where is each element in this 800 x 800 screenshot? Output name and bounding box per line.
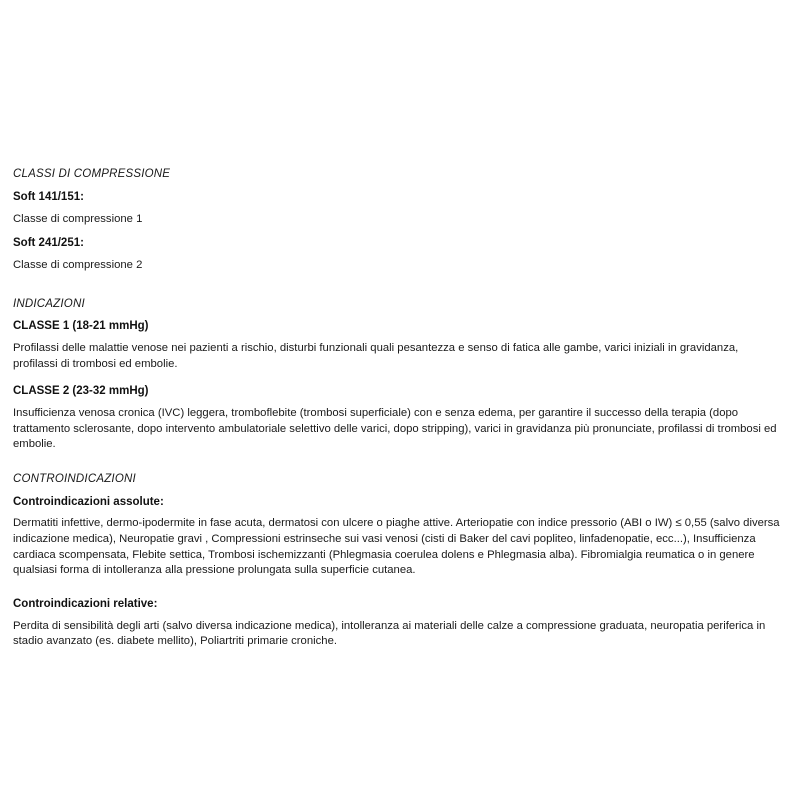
subsection-text: Perdita di sensibilità degli arti (salvo diversa indicazione medica), intolleranza ai materiali delle calze a compressione graduata, neuropatia periferica in stadio avanzato (es. diabete mellito), Poliartriti primarie croniche. — [13, 619, 766, 648]
section-title: INDICAZIONI — [13, 297, 85, 310]
subsection-text: Insufficienza venosa cronica (IVC) leggera, tromboflebite (trombosi superficiale) con e senza edema, per garantire il successo della terapia (dopo trattamento sclerosante, dopo intervento ambulatoriale selettivo delle varici, dopo stripping), varici in gravidanza più pronunciate, profilassi di trombosi ed embolie. — [13, 407, 777, 451]
subsection-text: Profilassi delle malattie venose nei pazienti a rischio, disturbi funzionali quali pesantezza e senso di fatica alle gambe, varici iniziali in gravidanza, profilassi di trombosi ed embolie. — [13, 342, 739, 370]
paragraph-spacer — [13, 579, 780, 598]
section-title: CONTROINDICAZIONI — [13, 472, 136, 485]
section-spacer — [13, 284, 780, 298]
subsection-heading: Controindicazioni assolute: — [13, 495, 164, 508]
subsection-text: Classe di compressione 2 — [13, 258, 143, 271]
subsection-heading: Soft 241/251: — [13, 237, 84, 250]
subsection-heading: CLASSE 2 (23-32 mmHg) — [13, 385, 149, 398]
subsection-text: Classe di compressione 1 — [13, 212, 143, 225]
section-spacer — [13, 466, 780, 473]
section-controindicazioni — [13, 473, 780, 650]
subsection-heading: CLASSE 1 (18-21 mmHg) — [13, 320, 149, 333]
section-classi-di-compressione — [13, 168, 780, 274]
section-title: CLASSI DI COMPRESSIONE — [13, 168, 171, 180]
section-indicazioni — [13, 298, 780, 453]
subsection-heading: Soft 141/151: — [13, 190, 84, 203]
subsection-heading: Controindicazioni relative: — [13, 597, 158, 610]
subsection-text: Dermatiti infettive, dermo-ipodermite in fase acuta, dermatosi con ulcere o piaghe attive. Arteriopatie con indice pressorio (ABI o IW) ≤ 0,55 (salvo diversa indicazione medica), Neuropatie gravi , Compressioni estrinseche sui vasi venosi (cisti di Baker del cavi popliteo, linfadenopatie, ecc...), Insufficienza cardiaca scompensata, Flebite settica, Trombosi ischemizzanti (Phlegmasia coerulea dolens e Phlegmasia alba). Fibromialgia reumatica o in genere qualsiasi forma di intolleranza alla pressione prolungata sulla superficie cutanea. — [13, 517, 780, 577]
